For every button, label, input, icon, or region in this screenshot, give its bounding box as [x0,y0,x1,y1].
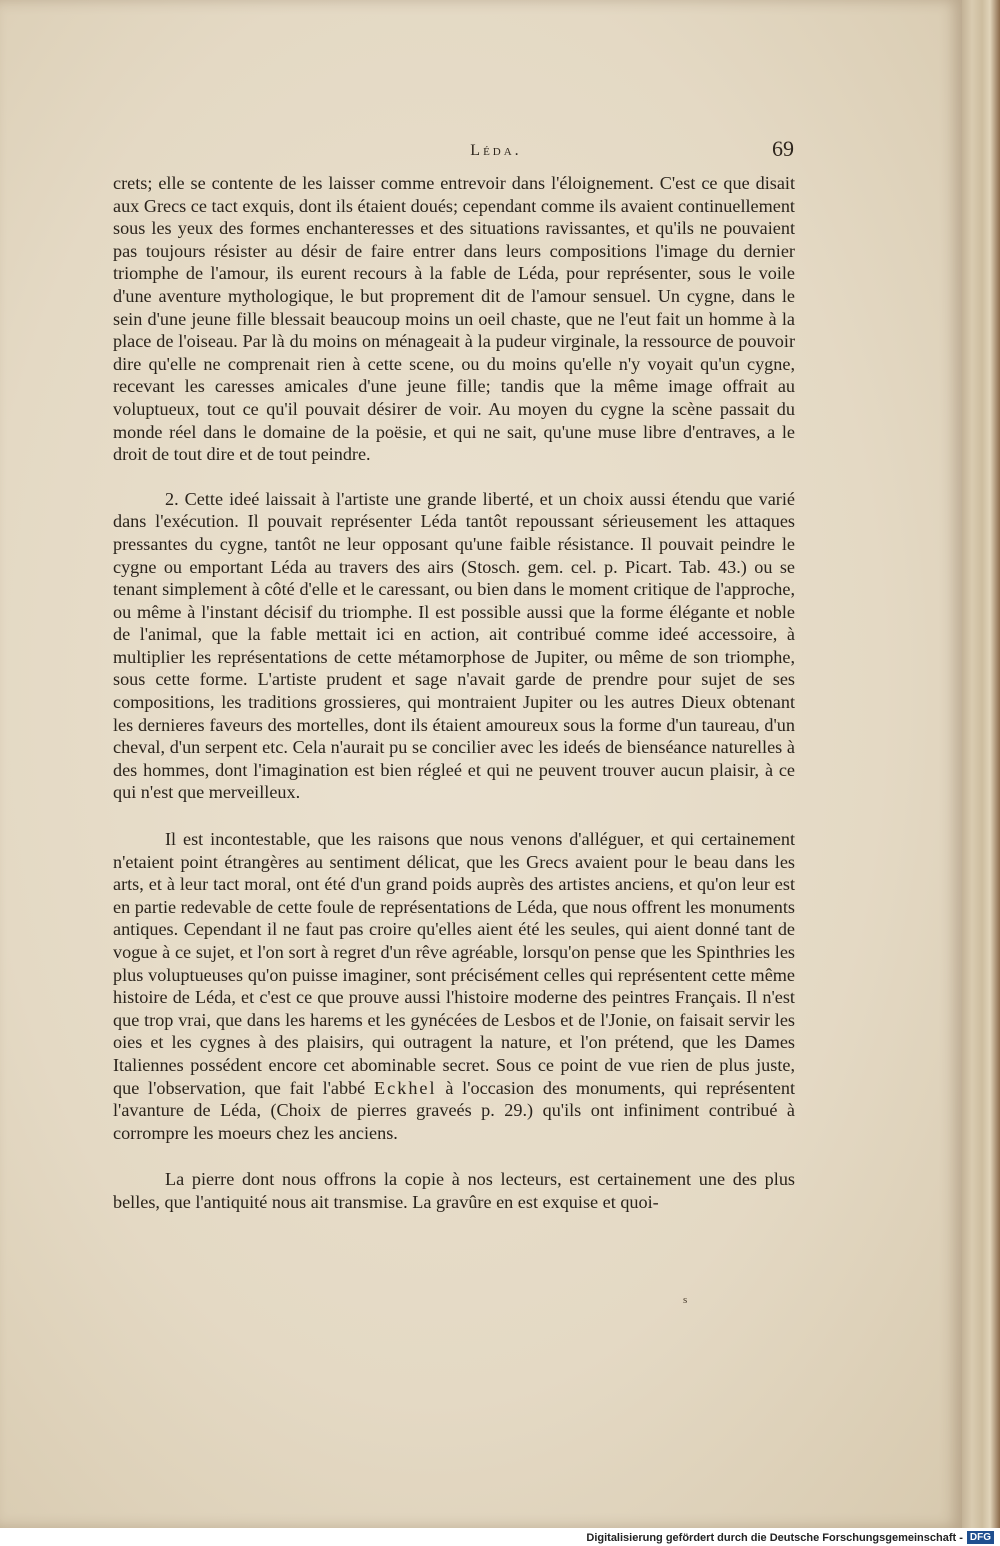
running-title: Léda. [470,142,522,159]
book-page-edges [959,0,1000,1528]
paragraph-4: La pierre dont nous offrons la copie à nos lecteurs, est certainement une des plus belles, que l'antiquité nous ait transmise. La gravûre en est exquise et quoi- [113,1169,795,1212]
dfg-logo-icon: DFG [967,1531,994,1544]
paragraph-3 [113,828,795,1144]
body-text [113,172,795,1214]
page-number: 69 [772,136,794,161]
signature-mark: s [683,1294,688,1306]
footer-credit: Digitalisierung gefördert durch die Deutsche Forschungsgemeinschaft - [586,1532,963,1544]
paragraph-3-text: Il est incontestable, que les raisons que nous venons d'alléguer, et qui certainement n'etaient point étrangères au sentiment délicat, que les Grecs avaient pour le beau dans les arts, et à leur tact moral, ont été d'un grand poids auprès des artistes anciens, et qu'on leur est en partie redevable de cette foule de représentations de Léda, que nous offrent les monuments antiques. Cependant il ne faut pas croire qu'elles aient été les seules, qui aient donné tant de vogue à ce sujet, et l'on sort à regret d'un rêve agréable, lorsqu'on pense que les Spinthries les plus voluptueuses qu'on puisse imaginer, sont précisément celles qui représentent cette même histoire de Léda, et c'est ce que prouve aussi l'histoire moderne des peintres Français. Il n'est que trop vrai, que dans les harems et les gynécées de Lesbos et de l'Jonie, on faisait servir les oies et les cygnes à des plaisirs, qui outragent la nature, et l'on prétend, que les Dames Italiennes possédent encore cet abominable secret. Sous ce point de vue rien de plus juste, que l'observation, que fait l'abbé [113,829,795,1098]
eckhel-name: Eckhel [374,1077,437,1098]
digitization-footer [0,1528,1000,1546]
running-head [0,142,962,160]
paragraph-continuation: crets; elle se contente de les laisser comme entrevoir dans l'éloignement. C'est ce que disait aux Grecs ce tact exquis, dont ils étaient doués; cependant comme ils avaient continuellement sous les yeux des formes enchanteresses et des situations ravissantes, et qu'ils ne pouvaient pas toujours résister au désir de faire entrer dans leurs compositions l'image du dernier triomphe de l'amour, ils eurent recours à la fable de Léda, pour représenter, sous le voile d'une aventure mythologique, le but proprement dit de l'amour sensuel. Un cygne, dans le sein d'une jeune fille blessait beaucoup moins un oeil chaste, que ne l'eut fait un homme à la place de l'oiseau. Par là du moins on ménageait à la pudeur virginale, la ressource de pouvoir dire qu'elle ne comprenait rien à cette scene, ou du moins qu'elle n'y voyait qu'un cygne, recevant les caresses amicales d'une jeune fille; tandis que la même image offrait au voluptueux, tout ce qu'il pouvait désirer de voir. Au moyen du cygne la scène passait du monde réel dans le domaine de la poësie, et qui ne sait, qu'une muse libre d'entraves, a le droit de tout dire et de tout peindre. [113,173,795,465]
paragraph-2: 2. Cette ideé laissait à l'artiste une grande liberté, et un choix aussi étendu que varié dans l'exécution. Il pouvait représenter Léda tantôt repoussant sérieusement les attaques pressantes du cygne, tantôt ne leur opposant qu'une faible résistance. Il pouvait peindre le cygne ou emportant Léda au travers des airs (Stosch. gem. cel. p. Picart. Tab. 43.) ou se tenant simplement à côté d'elle et le caressant, ou bien dans le moment critique de l'approche, ou même à l'instant décisif du triomphe. Il est possible aussi que la forme élégante et noble de l'animal, que la fable mettait ici en action, ait contribué comme ideé accessoire, à multiplier les représentations de cette métamorphose de Jupiter, ou même de son triomphe, sous cette forme. L'artiste prudent et sage n'avait garde de prendre pour sujet de ses compositions, les traditions grossieres, qui montraient Jupiter ou les autres Dieux obtenant les dernieres faveurs des mortelles, dont ils étaient amoureux sous la forme d'un taureau, d'un cheval, d'un serpent etc. Cela n'aurait pu se concilier avec les ideés de bienséance naturelles à des hommes, dont l'imagination est bien régleé et qui ne peuvent trouver aucun plaisir, à ce qui n'est que merveilleux. [113,488,795,803]
paragraph-3-tail: à l'occasion des monuments, qui représentent l'avanture de Léda, (Choix de pierres graveés p. 29.) qu'ils ont infiniment contribué à corrompre les moeurs chez les anciens. [113,1077,796,1143]
